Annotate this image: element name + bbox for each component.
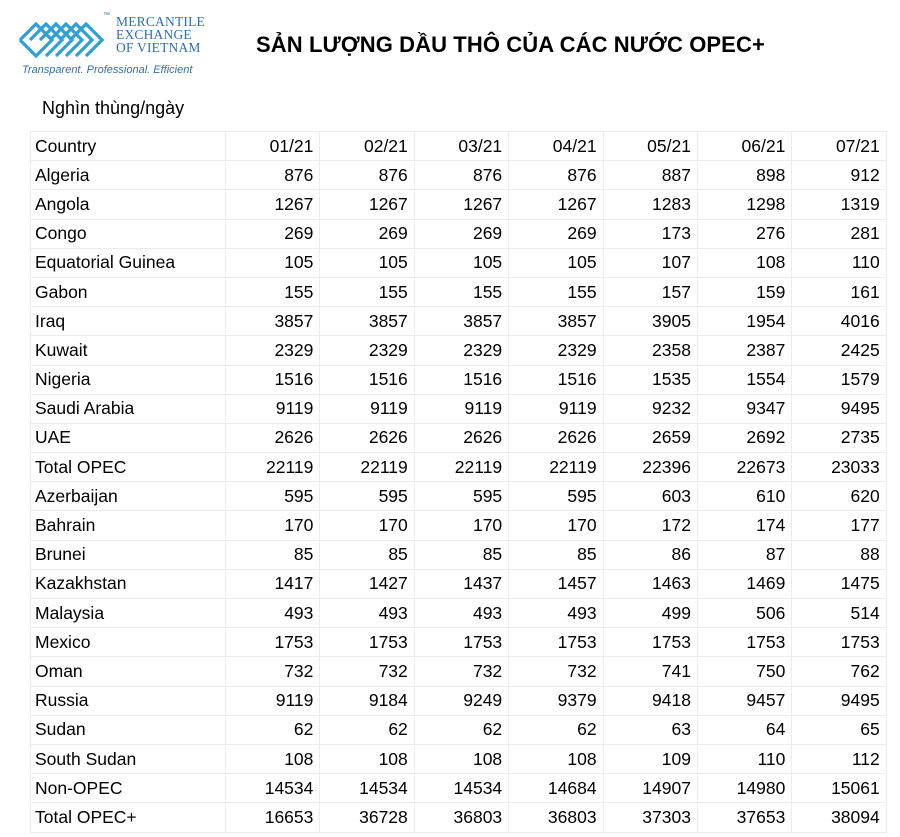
value-cell: 2626 <box>320 423 414 452</box>
value-cell: 105 <box>414 248 508 277</box>
value-cell: 62 <box>320 715 414 744</box>
table-row <box>31 540 887 569</box>
table-row <box>31 161 887 190</box>
value-cell: 63 <box>603 715 697 744</box>
country-cell: Mexico <box>31 628 226 657</box>
value-cell: 9495 <box>792 394 886 423</box>
value-cell: 876 <box>414 161 508 190</box>
value-cell: 912 <box>792 161 886 190</box>
country-cell: Malaysia <box>31 599 226 628</box>
country-cell: Angola <box>31 190 226 219</box>
value-cell: 9495 <box>792 686 886 715</box>
value-cell: 2626 <box>509 423 603 452</box>
value-cell: 1954 <box>697 307 791 336</box>
value-cell: 493 <box>320 599 414 628</box>
value-cell: 595 <box>226 482 320 511</box>
value-cell: 22119 <box>509 453 603 482</box>
value-cell: 155 <box>226 277 320 306</box>
value-cell: 269 <box>509 219 603 248</box>
country-cell: Gabon <box>31 277 226 306</box>
value-cell: 2626 <box>414 423 508 452</box>
unit-label: Nghìn thùng/ngày <box>42 98 185 118</box>
value-cell: 161 <box>792 277 886 306</box>
value-cell: 9347 <box>697 394 791 423</box>
value-cell: 2659 <box>603 423 697 452</box>
value-cell: 1298 <box>697 190 791 219</box>
value-cell: 64 <box>697 715 791 744</box>
value-cell: 3857 <box>226 307 320 336</box>
value-cell: 762 <box>792 657 886 686</box>
value-cell: 595 <box>320 482 414 511</box>
value-cell: 276 <box>697 219 791 248</box>
country-cell: Sudan <box>31 715 226 744</box>
value-cell: 159 <box>697 277 791 306</box>
table-row <box>31 686 887 715</box>
value-cell: 108 <box>414 744 508 773</box>
value-cell: 22119 <box>320 453 414 482</box>
country-cell: Oman <box>31 657 226 686</box>
country-cell: UAE <box>31 423 226 452</box>
table-row <box>31 219 887 248</box>
value-cell: 174 <box>697 511 791 540</box>
value-cell: 1516 <box>320 365 414 394</box>
country-cell: Iraq <box>31 307 226 336</box>
country-cell: Nigeria <box>31 365 226 394</box>
country-cell: Equatorial Guinea <box>31 248 226 277</box>
logo-name-line: EXCHANGE <box>116 27 192 42</box>
table-row <box>31 365 887 394</box>
value-cell: 9249 <box>414 686 508 715</box>
table-row <box>31 190 887 219</box>
value-cell: 732 <box>226 657 320 686</box>
value-cell: 2329 <box>509 336 603 365</box>
value-cell: 1319 <box>792 190 886 219</box>
column-header-month: 07/21 <box>792 132 886 161</box>
value-cell: 155 <box>320 277 414 306</box>
value-cell: 1469 <box>697 569 791 598</box>
value-cell: 1516 <box>414 365 508 394</box>
value-cell: 876 <box>320 161 414 190</box>
value-cell: 105 <box>226 248 320 277</box>
value-cell: 14980 <box>697 774 791 803</box>
table-row <box>31 394 887 423</box>
value-cell: 172 <box>603 511 697 540</box>
table-row <box>31 453 887 482</box>
value-cell: 105 <box>320 248 414 277</box>
value-cell: 85 <box>414 540 508 569</box>
value-cell: 38094 <box>792 803 886 832</box>
country-cell: South Sudan <box>31 744 226 773</box>
value-cell: 2329 <box>414 336 508 365</box>
table-row <box>31 628 887 657</box>
value-cell: 4016 <box>792 307 886 336</box>
value-cell: 1535 <box>603 365 697 394</box>
mxv-logo <box>18 12 218 80</box>
value-cell: 2329 <box>320 336 414 365</box>
value-cell: 876 <box>509 161 603 190</box>
value-cell: 170 <box>509 511 603 540</box>
table-row <box>31 482 887 511</box>
value-cell: 493 <box>226 599 320 628</box>
table-row <box>31 744 887 773</box>
table-row <box>31 511 887 540</box>
value-cell: 88 <box>792 540 886 569</box>
value-cell: 14534 <box>320 774 414 803</box>
value-cell: 3905 <box>603 307 697 336</box>
column-header-month: 03/21 <box>414 132 508 161</box>
country-cell: Total OPEC <box>31 453 226 482</box>
value-cell: 499 <box>603 599 697 628</box>
logo-tagline: Transparent. Professional. Efficient <box>22 64 193 76</box>
country-cell: Azerbaijan <box>31 482 226 511</box>
value-cell: 85 <box>226 540 320 569</box>
value-cell: 1463 <box>603 569 697 598</box>
value-cell: 9418 <box>603 686 697 715</box>
value-cell: 22119 <box>226 453 320 482</box>
value-cell: 9119 <box>226 686 320 715</box>
value-cell: 2425 <box>792 336 886 365</box>
value-cell: 108 <box>320 744 414 773</box>
value-cell: 15061 <box>792 774 886 803</box>
value-cell: 173 <box>603 219 697 248</box>
column-header-month: 05/21 <box>603 132 697 161</box>
value-cell: 1554 <box>697 365 791 394</box>
column-header-month: 06/21 <box>697 132 791 161</box>
value-cell: 514 <box>792 599 886 628</box>
value-cell: 9119 <box>509 394 603 423</box>
value-cell: 750 <box>697 657 791 686</box>
value-cell: 2735 <box>792 423 886 452</box>
value-cell: 1753 <box>226 628 320 657</box>
table-row <box>31 599 887 628</box>
value-cell: 603 <box>603 482 697 511</box>
value-cell: 36803 <box>509 803 603 832</box>
value-cell: 1753 <box>697 628 791 657</box>
value-cell: 1516 <box>226 365 320 394</box>
value-cell: 36728 <box>320 803 414 832</box>
value-cell: 1753 <box>414 628 508 657</box>
country-cell: Non-OPEC <box>31 774 226 803</box>
value-cell: 1753 <box>320 628 414 657</box>
value-cell: 87 <box>697 540 791 569</box>
value-cell: 9457 <box>697 686 791 715</box>
value-cell: 14534 <box>226 774 320 803</box>
diamond-lattice-logo-icon <box>18 15 112 65</box>
country-cell: Brunei <box>31 540 226 569</box>
column-header-month: 04/21 <box>509 132 603 161</box>
value-cell: 595 <box>509 482 603 511</box>
value-cell: 108 <box>509 744 603 773</box>
value-cell: 85 <box>509 540 603 569</box>
value-cell: 85 <box>320 540 414 569</box>
value-cell: 269 <box>226 219 320 248</box>
value-cell: 1753 <box>792 628 886 657</box>
value-cell: 157 <box>603 277 697 306</box>
value-cell: 9232 <box>603 394 697 423</box>
value-cell: 170 <box>226 511 320 540</box>
value-cell: 1267 <box>226 190 320 219</box>
value-cell: 65 <box>792 715 886 744</box>
value-cell: 1753 <box>509 628 603 657</box>
value-cell: 1427 <box>320 569 414 598</box>
value-cell: 110 <box>792 248 886 277</box>
value-cell: 898 <box>697 161 791 190</box>
value-cell: 37303 <box>603 803 697 832</box>
value-cell: 493 <box>509 599 603 628</box>
value-cell: 155 <box>509 277 603 306</box>
country-cell: Bahrain <box>31 511 226 540</box>
value-cell: 1753 <box>603 628 697 657</box>
country-cell: Kazakhstan <box>31 569 226 598</box>
value-cell: 595 <box>414 482 508 511</box>
table-row <box>31 715 887 744</box>
country-cell: Russia <box>31 686 226 715</box>
logo-wordmark <box>116 15 205 54</box>
value-cell: 1579 <box>792 365 886 394</box>
value-cell: 1283 <box>603 190 697 219</box>
value-cell: 108 <box>697 248 791 277</box>
value-cell: 1516 <box>509 365 603 394</box>
value-cell: 9119 <box>414 394 508 423</box>
value-cell: 887 <box>603 161 697 190</box>
value-cell: 110 <box>697 744 791 773</box>
country-cell: Total OPEC+ <box>31 803 226 832</box>
value-cell: 1267 <box>509 190 603 219</box>
value-cell: 9119 <box>226 394 320 423</box>
table-row <box>31 307 887 336</box>
value-cell: 3857 <box>320 307 414 336</box>
value-cell: 1267 <box>414 190 508 219</box>
value-cell: 876 <box>226 161 320 190</box>
table-row <box>31 277 887 306</box>
table-row <box>31 248 887 277</box>
logo-name-line: MERCANTILE <box>116 14 205 29</box>
value-cell: 3857 <box>509 307 603 336</box>
value-cell: 14534 <box>414 774 508 803</box>
value-cell: 493 <box>414 599 508 628</box>
value-cell: 2626 <box>226 423 320 452</box>
trademark-symbol: ™ <box>103 12 110 19</box>
value-cell: 732 <box>414 657 508 686</box>
value-cell: 732 <box>509 657 603 686</box>
table-row <box>31 569 887 598</box>
value-cell: 37653 <box>697 803 791 832</box>
value-cell: 732 <box>320 657 414 686</box>
value-cell: 506 <box>697 599 791 628</box>
value-cell: 22119 <box>414 453 508 482</box>
value-cell: 610 <box>697 482 791 511</box>
value-cell: 62 <box>414 715 508 744</box>
value-cell: 2329 <box>226 336 320 365</box>
logo-name-line: OF VIETNAM <box>116 40 201 55</box>
column-header-country: Country <box>31 132 226 161</box>
value-cell: 1475 <box>792 569 886 598</box>
table-row <box>31 423 887 452</box>
value-cell: 109 <box>603 744 697 773</box>
table-header-row <box>31 132 887 161</box>
value-cell: 22396 <box>603 453 697 482</box>
value-cell: 1267 <box>320 190 414 219</box>
column-header-month: 01/21 <box>226 132 320 161</box>
value-cell: 269 <box>320 219 414 248</box>
value-cell: 36803 <box>414 803 508 832</box>
country-cell: Saudi Arabia <box>31 394 226 423</box>
value-cell: 14684 <box>509 774 603 803</box>
value-cell: 170 <box>320 511 414 540</box>
value-cell: 86 <box>603 540 697 569</box>
value-cell: 177 <box>792 511 886 540</box>
country-cell: Kuwait <box>31 336 226 365</box>
value-cell: 269 <box>414 219 508 248</box>
value-cell: 22673 <box>697 453 791 482</box>
value-cell: 155 <box>414 277 508 306</box>
production-table <box>30 131 887 833</box>
value-cell: 1417 <box>226 569 320 598</box>
value-cell: 108 <box>226 744 320 773</box>
value-cell: 620 <box>792 482 886 511</box>
country-cell: Congo <box>31 219 226 248</box>
value-cell: 16653 <box>226 803 320 832</box>
country-cell: Algeria <box>31 161 226 190</box>
value-cell: 9119 <box>320 394 414 423</box>
table-row <box>31 336 887 365</box>
page-title: SẢN LƯỢNG DẦU THÔ CỦA CÁC NƯỚC OPEC+ <box>256 32 765 57</box>
value-cell: 2387 <box>697 336 791 365</box>
value-cell: 62 <box>226 715 320 744</box>
value-cell: 281 <box>792 219 886 248</box>
value-cell: 741 <box>603 657 697 686</box>
value-cell: 9379 <box>509 686 603 715</box>
value-cell: 9184 <box>320 686 414 715</box>
value-cell: 23033 <box>792 453 886 482</box>
table-row <box>31 657 887 686</box>
table-row <box>31 803 887 832</box>
value-cell: 107 <box>603 248 697 277</box>
value-cell: 170 <box>414 511 508 540</box>
value-cell: 14907 <box>603 774 697 803</box>
value-cell: 105 <box>509 248 603 277</box>
value-cell: 112 <box>792 744 886 773</box>
value-cell: 1437 <box>414 569 508 598</box>
column-header-month: 02/21 <box>320 132 414 161</box>
table-row <box>31 774 887 803</box>
value-cell: 62 <box>509 715 603 744</box>
value-cell: 1457 <box>509 569 603 598</box>
value-cell: 2358 <box>603 336 697 365</box>
value-cell: 2692 <box>697 423 791 452</box>
value-cell: 3857 <box>414 307 508 336</box>
